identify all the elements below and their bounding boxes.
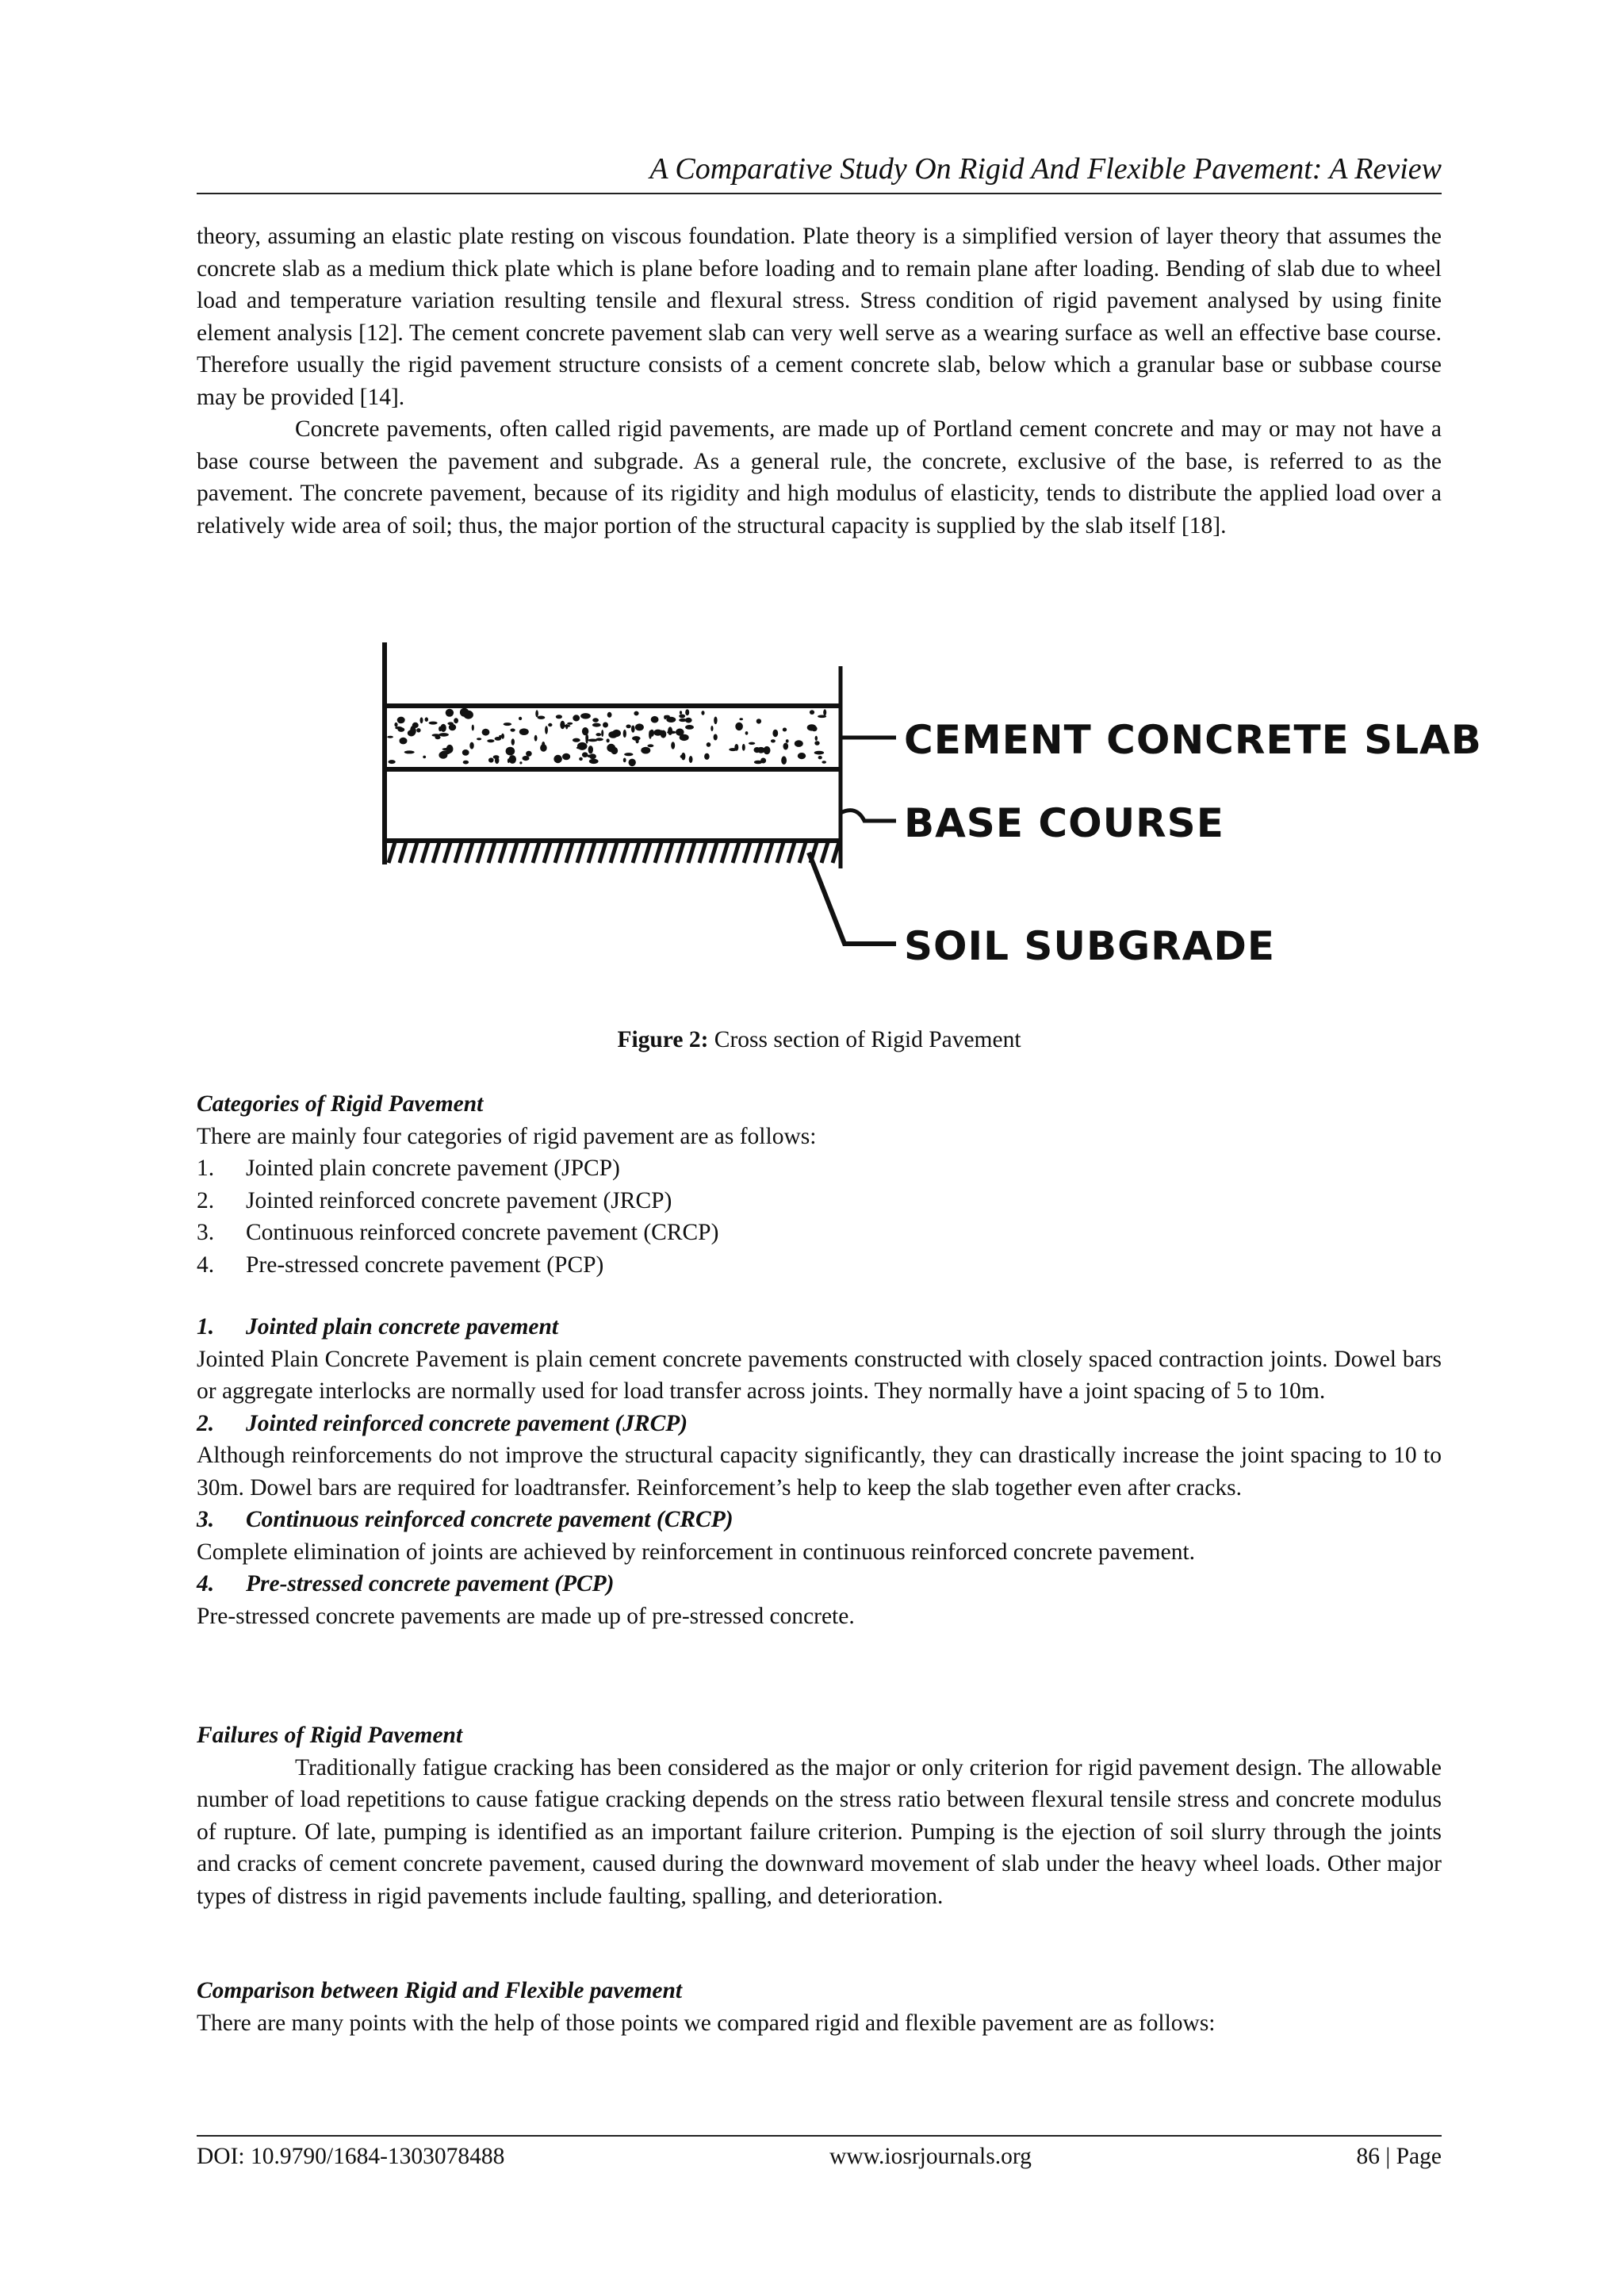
aggregate-speck bbox=[649, 730, 652, 739]
list-item-number: 1. bbox=[197, 1156, 215, 1181]
aggregate-speck bbox=[685, 709, 689, 715]
hatch-stroke bbox=[599, 842, 606, 863]
aggregate-speck bbox=[772, 730, 778, 737]
cross-section-diagram bbox=[349, 627, 1482, 1015]
aggregate-speck bbox=[623, 758, 626, 763]
aggregate-speck bbox=[462, 749, 469, 756]
hatch-stroke bbox=[766, 842, 772, 863]
hatch-stroke bbox=[833, 842, 839, 863]
aggregate-speck bbox=[680, 711, 682, 714]
aggregate-speck bbox=[783, 728, 787, 732]
detail-heading-3 bbox=[197, 1504, 1442, 1536]
subgrade-hatching bbox=[389, 842, 839, 863]
footer-page-number: 86 | Page bbox=[1356, 2144, 1442, 2169]
aggregate-speck bbox=[460, 708, 469, 717]
aggregate-speck bbox=[535, 710, 538, 717]
footer-rule bbox=[197, 2135, 1442, 2137]
details-section bbox=[197, 1311, 1442, 1632]
hatch-stroke bbox=[511, 842, 517, 863]
footer-doi: DOI: 10.9790/1684-1303078488 bbox=[197, 2144, 505, 2169]
hatch-stroke bbox=[433, 842, 439, 863]
aggregate-speck bbox=[523, 756, 530, 761]
aggregate-speck bbox=[538, 716, 546, 719]
aggregate-speck bbox=[509, 755, 516, 764]
aggregate-speck bbox=[423, 756, 426, 759]
aggregate-speck bbox=[795, 740, 803, 747]
aggregate-speck bbox=[506, 747, 515, 756]
hatch-stroke bbox=[577, 842, 584, 863]
aggregate-speck bbox=[689, 756, 693, 763]
hatch-stroke bbox=[666, 842, 672, 863]
aggregate-speck bbox=[714, 717, 717, 725]
subgrade-leader-line bbox=[809, 853, 896, 944]
aggregate-speck bbox=[760, 758, 766, 764]
categories-intro: There are mainly four categories of rigid pavement are as follows: bbox=[197, 1123, 817, 1149]
hatch-stroke bbox=[710, 842, 717, 863]
aggregate-speck bbox=[814, 751, 824, 755]
aggregate-speck bbox=[745, 731, 749, 735]
hatch-stroke bbox=[644, 842, 650, 863]
aggregate-speck bbox=[567, 723, 573, 725]
aggregate-speck bbox=[511, 729, 515, 732]
aggregate-speck bbox=[680, 755, 684, 758]
aggregate-speck bbox=[387, 736, 393, 738]
aggregate-speck bbox=[587, 755, 592, 758]
aggregate-speck bbox=[671, 742, 675, 749]
slab-aggregate-texture bbox=[387, 708, 826, 767]
running-header-title: A Comparative Study On Rigid And Flexible Pavement: A Review bbox=[649, 152, 1442, 186]
list-item bbox=[197, 1185, 1442, 1217]
aggregate-speck bbox=[814, 741, 819, 746]
hatch-stroke bbox=[466, 842, 473, 863]
aggregate-speck bbox=[756, 719, 761, 723]
hatch-stroke bbox=[444, 842, 450, 863]
aggregate-speck bbox=[404, 750, 415, 753]
hatch-stroke bbox=[555, 842, 561, 863]
aggregate-speck bbox=[647, 744, 653, 747]
intro-paragraph-1: theory, assuming an elastic plate resting on viscous foundation. Plate theory is a simplified version of layer theory that assumes the concrete slab as a medium thick plate which is plane before loading and to remain plane after loading. Bending of slab due to wheel load and temperature variation resulting tensile and flexural stress. Stress condition of rigid pavement analysed by using finite element analysis [12]. The cement concrete pavement slab can very well serve as a wearing surface as well an effective base course. Therefore usually the rigid pavement structure consists of a cement concrete slab, below which a granular base or subbase course may be provided [14]. bbox=[197, 224, 1442, 410]
hatch-stroke bbox=[455, 842, 462, 863]
aggregate-speck bbox=[735, 723, 743, 730]
figure-caption-text: Cross section of Rigid Pavement bbox=[714, 1027, 1021, 1052]
categories-heading: Categories of Rigid Pavement bbox=[197, 1091, 484, 1117]
aggregate-speck bbox=[440, 724, 446, 732]
aggregate-speck bbox=[425, 717, 428, 722]
detail-number: 4. bbox=[197, 1571, 215, 1596]
aggregate-speck bbox=[679, 715, 685, 719]
hatch-stroke bbox=[799, 842, 806, 863]
hatch-stroke bbox=[822, 842, 828, 863]
aggregate-speck bbox=[519, 728, 529, 735]
aggregate-speck bbox=[582, 752, 588, 757]
aggregate-speck bbox=[601, 730, 603, 737]
aggregate-speck bbox=[394, 723, 397, 727]
aggregate-speck bbox=[576, 746, 585, 749]
aggregate-speck bbox=[666, 717, 676, 723]
aggregate-speck bbox=[482, 729, 490, 736]
aggregate-speck bbox=[420, 717, 423, 723]
aggregate-speck bbox=[626, 725, 630, 729]
aggregate-speck bbox=[607, 738, 610, 742]
detail-title: Continuous reinforced concrete pavement (CRCP) bbox=[246, 1507, 733, 1532]
list-item-text: Jointed plain concrete pavement (JPCP) bbox=[246, 1156, 620, 1181]
list-item-number: 3. bbox=[197, 1220, 215, 1245]
aggregate-speck bbox=[611, 747, 618, 754]
aggregate-speck bbox=[679, 719, 687, 722]
hatch-stroke bbox=[777, 842, 783, 863]
aggregate-speck bbox=[563, 725, 570, 727]
hatch-stroke bbox=[500, 842, 506, 863]
hatch-stroke bbox=[522, 842, 528, 863]
hatch-stroke bbox=[533, 842, 539, 863]
aggregate-speck bbox=[504, 723, 511, 726]
detail-number: 3. bbox=[197, 1507, 215, 1532]
aggregate-speck bbox=[397, 717, 405, 724]
aggregate-speck bbox=[472, 725, 474, 731]
detail-number: 1. bbox=[197, 1314, 215, 1340]
aggregate-speck bbox=[623, 730, 626, 738]
detail-text-2: Although reinforcements do not improve the structural capacity significantly, they can drastically increase the joint spacing to 10 to 30m. Dowel bars are required for loadtransfer. Reinforcement’s help to keep the slab together even after cracks. bbox=[197, 1443, 1442, 1501]
aggregate-speck bbox=[562, 753, 570, 761]
hatch-stroke bbox=[788, 842, 795, 863]
hatch-stroke bbox=[544, 842, 550, 863]
comparison-section bbox=[197, 1975, 1442, 2039]
aggregate-speck bbox=[749, 742, 755, 745]
hatch-stroke bbox=[722, 842, 728, 863]
detail-text-1: Jointed Plain Concrete Pavement is plain cement concrete pavements constructed with closely spaced contraction joints. Dowel bars or aggregate interlocks are normally used for load transfer across joints. They normally have a joint spacing of 5 to 10m. bbox=[197, 1346, 1442, 1404]
aggregate-speck bbox=[810, 710, 814, 715]
detail-heading-1 bbox=[197, 1311, 1442, 1343]
list-item-number: 4. bbox=[197, 1251, 215, 1278]
aggregate-speck bbox=[798, 753, 806, 759]
footer-website: www.iosrjournals.org bbox=[829, 2144, 1032, 2169]
comparison-heading: Comparison between Rigid and Flexible pavement bbox=[197, 1978, 683, 2003]
aggregate-speck bbox=[592, 718, 599, 722]
list-item bbox=[197, 1217, 1442, 1249]
aggregate-speck bbox=[439, 751, 447, 758]
hatch-stroke bbox=[477, 842, 484, 863]
aggregate-speck bbox=[495, 757, 499, 764]
aggregate-speck bbox=[676, 729, 684, 736]
detail-title: Jointed plain concrete pavement bbox=[246, 1314, 559, 1340]
list-item bbox=[197, 1249, 1442, 1282]
aggregate-speck bbox=[607, 712, 612, 718]
intro-section bbox=[197, 220, 1442, 542]
header-rule bbox=[197, 193, 1442, 194]
aggregate-speck bbox=[629, 759, 636, 767]
aggregate-speck bbox=[454, 718, 458, 723]
list-item-text: Continuous reinforced concrete pavement (CRCP) bbox=[246, 1220, 719, 1245]
aggregate-speck bbox=[582, 727, 588, 735]
base-leader-line bbox=[841, 811, 896, 821]
aggregate-speck bbox=[519, 717, 522, 720]
aggregate-speck bbox=[389, 760, 396, 764]
aggregate-speck bbox=[499, 735, 502, 738]
aggregate-speck bbox=[449, 724, 456, 731]
hatch-stroke bbox=[755, 842, 761, 863]
aggregate-speck bbox=[822, 761, 826, 763]
detail-heading-2 bbox=[197, 1408, 1442, 1440]
hatch-stroke bbox=[400, 842, 406, 863]
hatch-stroke bbox=[699, 842, 706, 863]
aggregate-speck bbox=[432, 734, 441, 737]
aggregate-speck bbox=[710, 726, 713, 731]
aggregate-speck bbox=[661, 730, 667, 738]
aggregate-speck bbox=[635, 723, 644, 730]
aggregate-speck bbox=[624, 753, 633, 756]
detail-heading-4 bbox=[197, 1568, 1442, 1600]
aggregate-speck bbox=[592, 723, 601, 727]
hatch-stroke bbox=[411, 842, 417, 863]
aggregate-speck bbox=[416, 728, 420, 732]
hatch-stroke bbox=[422, 842, 428, 863]
aggregate-speck bbox=[664, 715, 667, 719]
aggregate-speck bbox=[526, 751, 532, 757]
aggregate-speck bbox=[412, 723, 419, 728]
aggregate-speck bbox=[729, 748, 737, 751]
aggregate-speck bbox=[579, 757, 583, 761]
aggregate-speck bbox=[540, 744, 547, 752]
categories-section bbox=[197, 1088, 1442, 1281]
aggregate-speck bbox=[612, 730, 621, 737]
label-cement-concrete-slab: CEMENT CONCRETE SLAB bbox=[904, 717, 1482, 763]
failures-paragraph: Traditionally fatigue cracking has been considered as the major or only criterion for rigid pavement design. The allowable number of load repetitions to cause fatigue cracking depends on the stress ratio between flexural tensile stress and concrete modulus of rupture. Of late, pumping is identified as an important failure criterion. Pumping is the ejection of soil slurry through the joints and cracks of cement concrete pavement, caused during the downward movement of slab under the heavy wheel loads. Other major types of distress in rigid pavements include faulting, spalling, and deterioration. bbox=[197, 1754, 1442, 1909]
aggregate-speck bbox=[439, 733, 449, 737]
aggregate-speck bbox=[596, 733, 601, 736]
detail-text-4: Pre-stressed concrete pavements are made up of pre-stressed concrete. bbox=[197, 1603, 855, 1629]
aggregate-speck bbox=[701, 711, 704, 715]
aggregate-speck bbox=[519, 761, 522, 764]
label-base-course: BASE COURSE bbox=[904, 800, 1224, 846]
page-footer bbox=[197, 2141, 1442, 2172]
hatch-stroke bbox=[733, 842, 739, 863]
hatch-stroke bbox=[633, 842, 639, 863]
figure-rigid-pavement-cross-section bbox=[349, 627, 1482, 1015]
list-item-number: 2. bbox=[197, 1187, 215, 1213]
aggregate-speck bbox=[400, 738, 408, 745]
aggregate-speck bbox=[586, 737, 588, 744]
hatch-stroke bbox=[655, 842, 661, 863]
aggregate-speck bbox=[634, 711, 638, 716]
detail-title: Pre-stressed concrete pavement (PCP) bbox=[246, 1571, 615, 1596]
aggregate-speck bbox=[632, 736, 641, 741]
aggregate-speck bbox=[603, 723, 608, 728]
aggregate-speck bbox=[651, 716, 659, 723]
list-item bbox=[197, 1152, 1442, 1185]
aggregate-speck bbox=[641, 747, 650, 754]
aggregate-speck bbox=[553, 755, 562, 763]
aggregate-speck bbox=[807, 724, 817, 730]
figure-caption bbox=[197, 1024, 1442, 1056]
aggregate-speck bbox=[580, 713, 591, 719]
aggregate-speck bbox=[588, 746, 593, 753]
aggregate-speck bbox=[477, 738, 481, 740]
aggregate-speck bbox=[463, 761, 469, 765]
detail-title: Jointed reinforced concrete pavement (JRCP) bbox=[246, 1410, 688, 1436]
aggregate-speck bbox=[488, 757, 494, 762]
figure-caption-label: Figure 2: bbox=[617, 1027, 709, 1052]
aggregate-speck bbox=[545, 726, 548, 734]
aggregate-speck bbox=[573, 715, 580, 721]
hatch-stroke bbox=[389, 842, 395, 863]
aggregate-speck bbox=[818, 756, 822, 759]
aggregate-speck bbox=[667, 731, 676, 734]
aggregate-speck bbox=[771, 739, 776, 742]
hatch-stroke bbox=[688, 842, 695, 863]
aggregate-speck bbox=[707, 742, 711, 747]
hatch-stroke bbox=[488, 842, 495, 863]
aggregate-speck bbox=[714, 734, 718, 741]
aggregate-speck bbox=[818, 715, 826, 719]
list-item-text: Pre-stressed concrete pavement (PCP) bbox=[246, 1251, 604, 1278]
aggregate-speck bbox=[685, 725, 694, 730]
aggregate-speck bbox=[786, 739, 789, 742]
hatch-stroke bbox=[566, 842, 573, 863]
aggregate-speck bbox=[704, 753, 710, 760]
failures-heading: Failures of Rigid Pavement bbox=[197, 1723, 463, 1748]
aggregate-speck bbox=[469, 742, 473, 749]
aggregate-speck bbox=[446, 709, 454, 717]
list-item-text: Jointed reinforced concrete pavement (JRCP) bbox=[246, 1187, 672, 1213]
aggregate-speck bbox=[823, 709, 826, 715]
failures-section bbox=[197, 1719, 1442, 1912]
aggregate-speck bbox=[631, 726, 635, 733]
aggregate-speck bbox=[783, 743, 789, 750]
aggregate-speck bbox=[429, 722, 438, 725]
aggregate-speck bbox=[573, 738, 580, 742]
aggregate-speck bbox=[511, 738, 515, 746]
aggregate-speck bbox=[742, 744, 745, 751]
aggregate-speck bbox=[534, 735, 538, 742]
aggregate-speck bbox=[757, 747, 765, 753]
aggregate-speck bbox=[556, 715, 562, 719]
hatch-stroke bbox=[611, 842, 617, 863]
hatch-stroke bbox=[622, 842, 628, 863]
detail-text-3: Complete elimination of joints are achieved by reinforcement in continuous reinforced concrete pavement. bbox=[197, 1539, 1196, 1565]
intro-paragraph-2: Concrete pavements, often called rigid pavements, are made up of Portland cement concrete and may or may not have a base course between the pavement and subgrade. As a general rule, the concrete, exclusive of the base, is referred to as the pavement. The concrete pavement, because of its rigidity and high modulus of elasticity, tends to distribute the applied load over a relatively wide area of soil; thus, the major portion of the structural capacity is supplied by the slab itself [18]. bbox=[197, 416, 1442, 539]
aggregate-speck bbox=[739, 718, 743, 720]
comparison-text: There are many points with the help of those points we compared rigid and flexible pavement are as follows: bbox=[197, 2010, 1216, 2036]
aggregate-speck bbox=[548, 723, 552, 726]
hatch-stroke bbox=[588, 842, 595, 863]
detail-number: 2. bbox=[197, 1410, 215, 1436]
label-soil-subgrade: SOIL SUBGRADE bbox=[904, 923, 1276, 969]
aggregate-speck bbox=[487, 739, 494, 742]
aggregate-speck bbox=[596, 738, 603, 741]
aggregate-speck bbox=[815, 736, 818, 741]
aggregate-speck bbox=[781, 756, 787, 765]
categories-list bbox=[197, 1152, 1442, 1281]
aggregate-speck bbox=[560, 721, 565, 729]
hatch-stroke bbox=[744, 842, 750, 863]
aggregate-speck bbox=[446, 745, 454, 753]
hatch-stroke bbox=[677, 842, 684, 863]
aggregate-speck bbox=[589, 759, 599, 764]
aggregate-speck bbox=[398, 727, 405, 732]
